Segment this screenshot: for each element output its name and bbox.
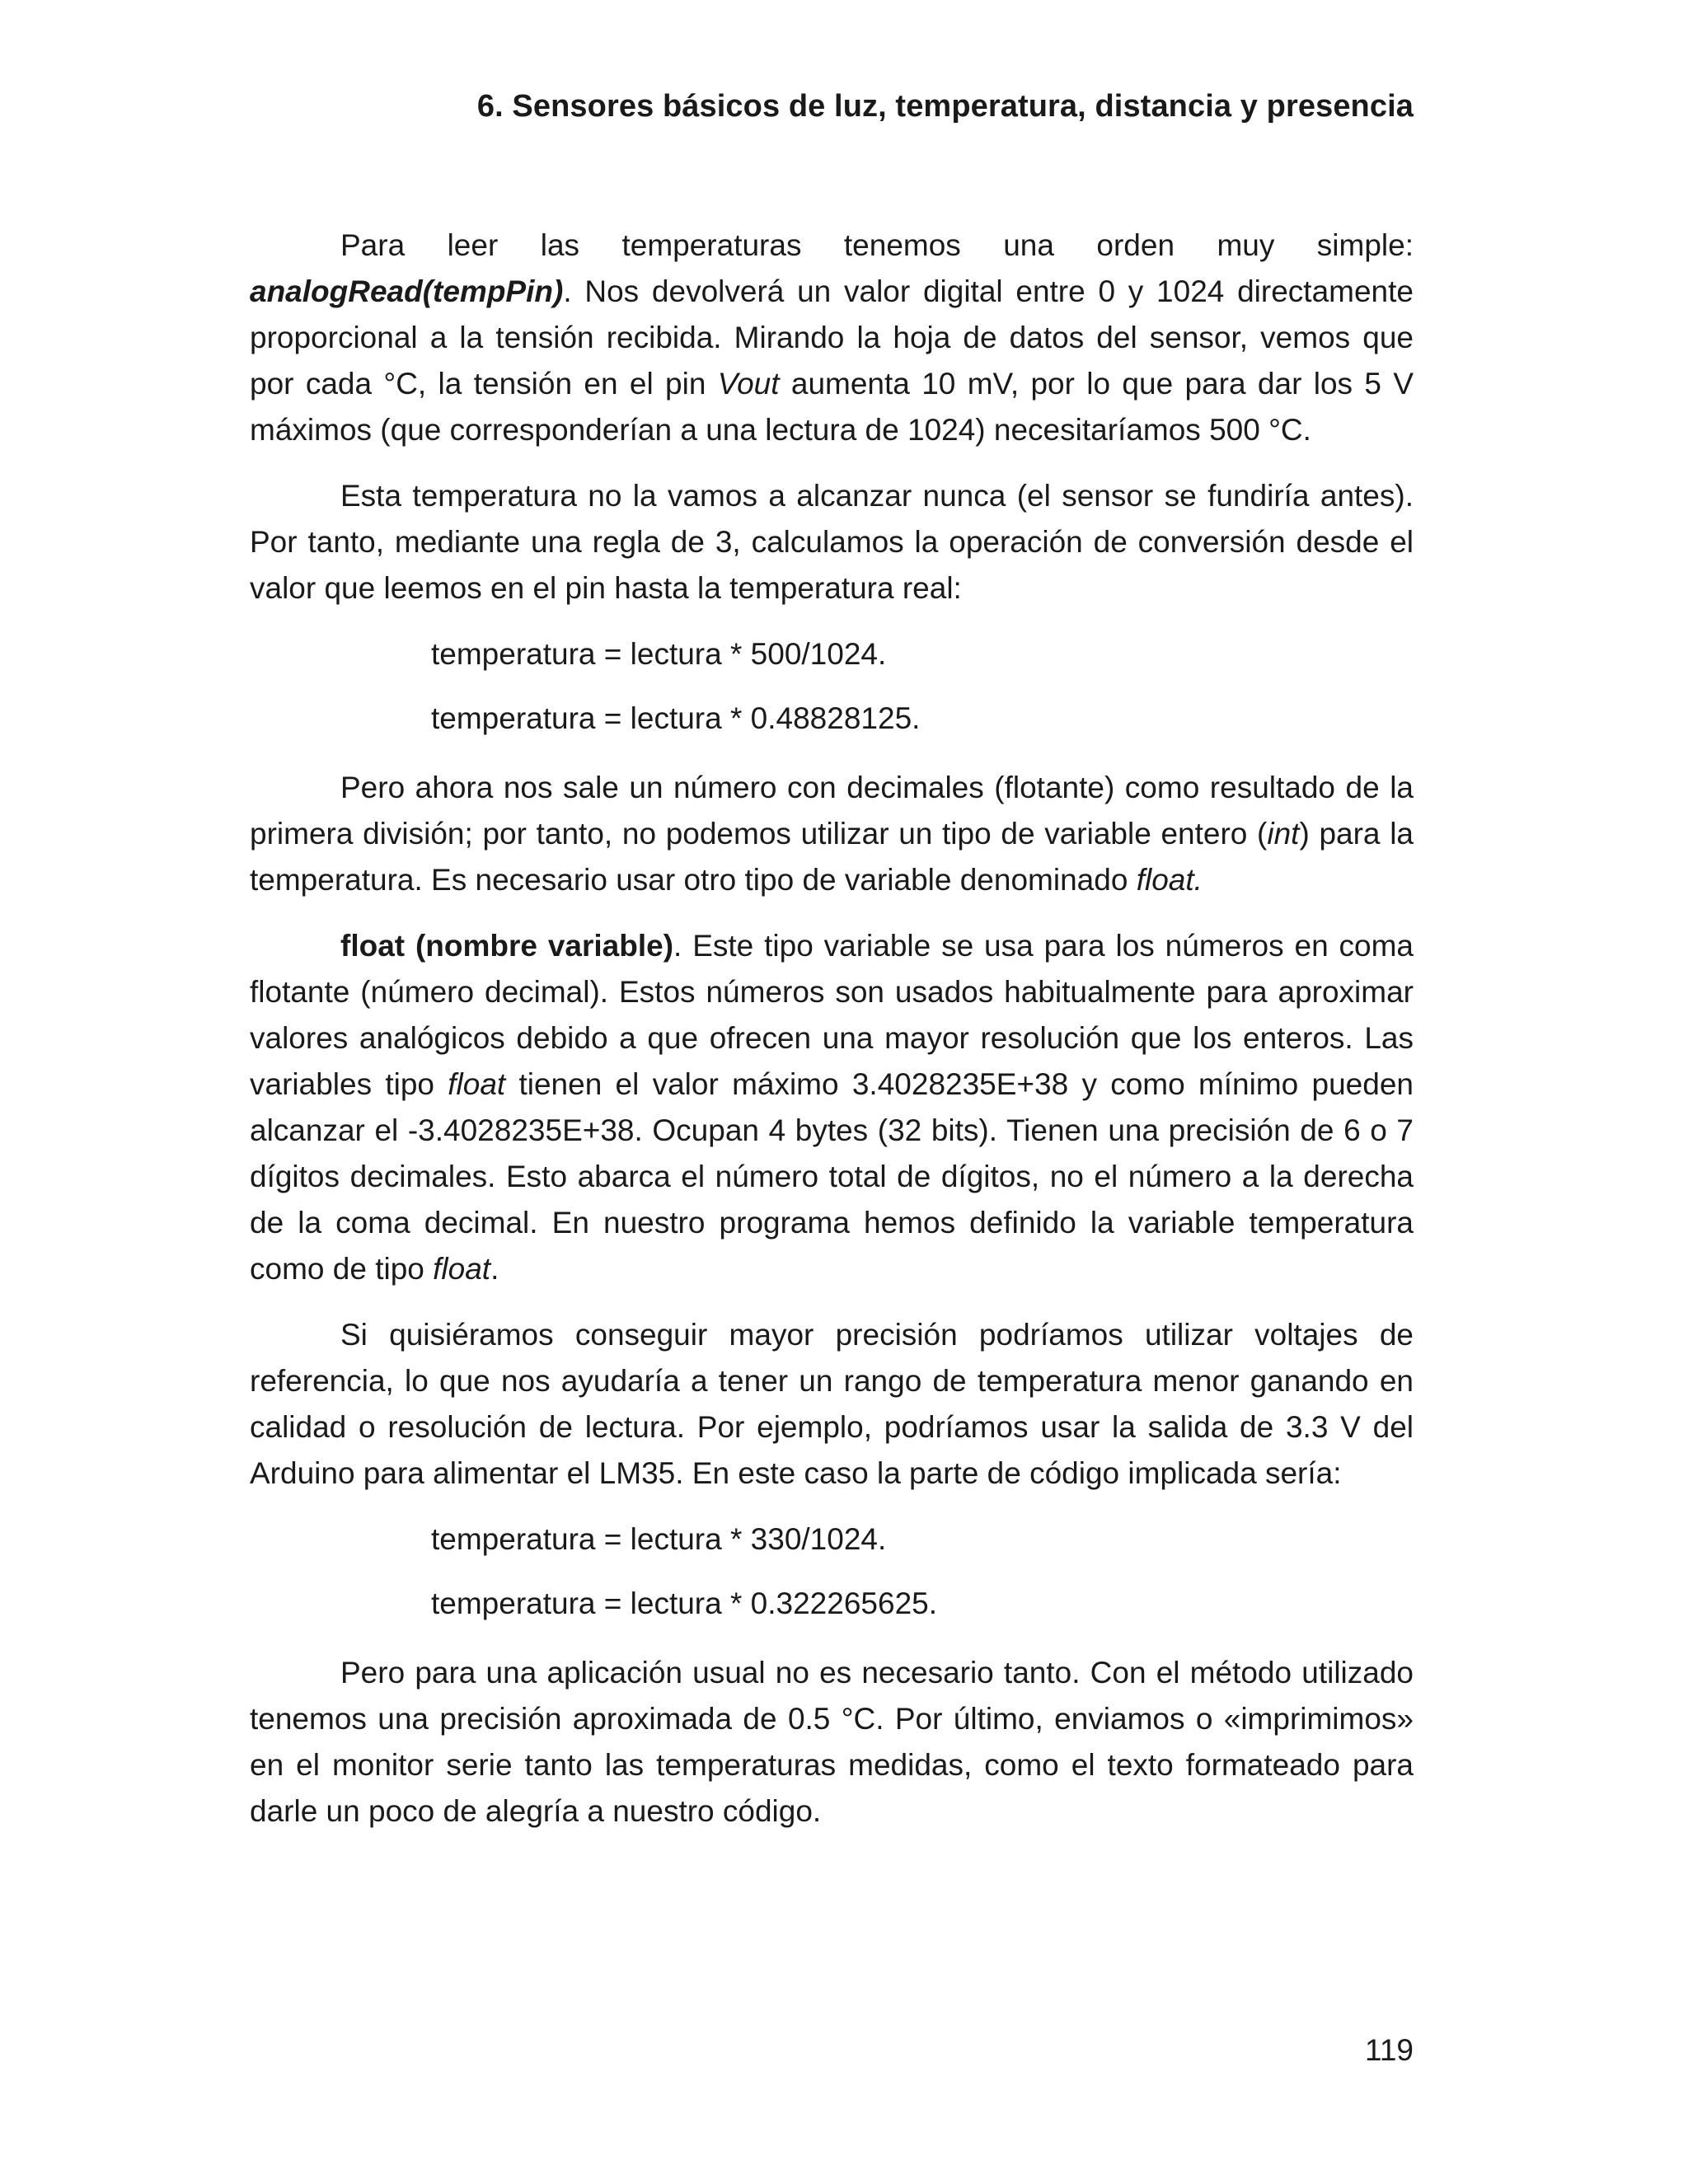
- formula-330: temperatura = lectura * 330/1024.: [431, 1522, 887, 1556]
- term-vout: Vout: [717, 367, 780, 401]
- formula-0322265625: temperatura = lectura * 0.322265625.: [431, 1586, 938, 1620]
- paragraph-precision: Si quisiéramos conseguir mayor precisión podríamos utilizar voltajes de referencia, lo que nos ayudaría a tener un rango de temperatura menor ganando en calidad o resolución de lectura. Por ejemplo, podríamos usar la salida de 3.3 V del Arduino para alimentar el LM35. En este caso la parte de código implicada sería:: [250, 1318, 1414, 1490]
- paragraph-text: . Nos devolverá un valor digital entre 0 y 1024 directamente proporcional a la tensión recibida. Mirando la hoja de datos del sensor, vemos que por cada °C, la tensión en el pin: [250, 274, 1414, 401]
- formula-500: temperatura = lectura * 500/1024.: [431, 637, 887, 671]
- page-number: 119: [1365, 2033, 1414, 2067]
- body-text: [250, 223, 1414, 1854]
- term-float: float: [433, 1252, 491, 1286]
- term-float: float.: [1136, 863, 1203, 897]
- paragraph-conversion: Esta temperatura no la vamos a alcanzar nunca (el sensor se fundiría antes). Por tanto, mediante una regla de 3, calculamos la operación de conversión desde el valor que leemos en el pin hasta la temperatura real:: [250, 479, 1414, 605]
- paragraph-float-definition: [250, 923, 1414, 1292]
- term-int: int: [1267, 817, 1300, 851]
- paragraph-text: .: [490, 1252, 499, 1286]
- running-header: 6. Sensores básicos de luz, temperatura, distancia y presencia: [476, 89, 1414, 124]
- term-float: float: [448, 1067, 506, 1101]
- paragraph-text: ) para la temperatura. Es necesario usar otro tipo de variable denominado: [250, 817, 1414, 897]
- paragraph-text: . Este tipo variable se usa para los números en coma flotante (número decimal). Estos números son usados habitualmente para aproximar valores analógicos debido a que ofrecen una mayor resolución que los enteros. Las variables tipo: [250, 929, 1414, 1101]
- paragraph-text: aumenta 10 mV, por lo que para dar los 5 V máximos (que corresponderían a una lectura de 1024) necesitaríamos 500 °C.: [250, 367, 1414, 447]
- paragraph-decimals: [250, 765, 1414, 903]
- formula-048828125: temperatura = lectura * 0.48828125.: [431, 701, 921, 735]
- paragraph-text: tienen el valor máximo 3.4028235E+38 y como mínimo pueden alcanzar el -3.4028235E+38. Ocupan 4 bytes (32 bits). Tienen una precisión de 6 o 7 dígitos decimales. Esto abarca el número total de dígitos, no el número a la derecha de la coma decimal. En nuestro programa hemos definido la variable temperatura como de tipo: [250, 1067, 1414, 1286]
- paragraph-analogread: [250, 223, 1414, 453]
- paragraph-conclusion: Pero para una aplicación usual no es necesario tanto. Con el método utilizado tenemos una precisión aproximada de 0.5 °C. Por último, enviamos o «imprimimos» en el monitor serie tanto las temperaturas medidas, como el texto formateado para darle un poco de alegría a nuestro código.: [250, 1656, 1414, 1828]
- code-term-analogread: analogRead(tempPin): [250, 274, 564, 308]
- definition-term-float: float (nombre variable): [340, 929, 674, 963]
- paragraph-text: Pero ahora nos sale un número con decimales (flotante) como resultado de la primera división; por tanto, no podemos utilizar un tipo de variable entero (: [250, 771, 1414, 851]
- paragraph-text: Para leer las temperaturas tenemos una orden muy simple:: [340, 228, 1414, 262]
